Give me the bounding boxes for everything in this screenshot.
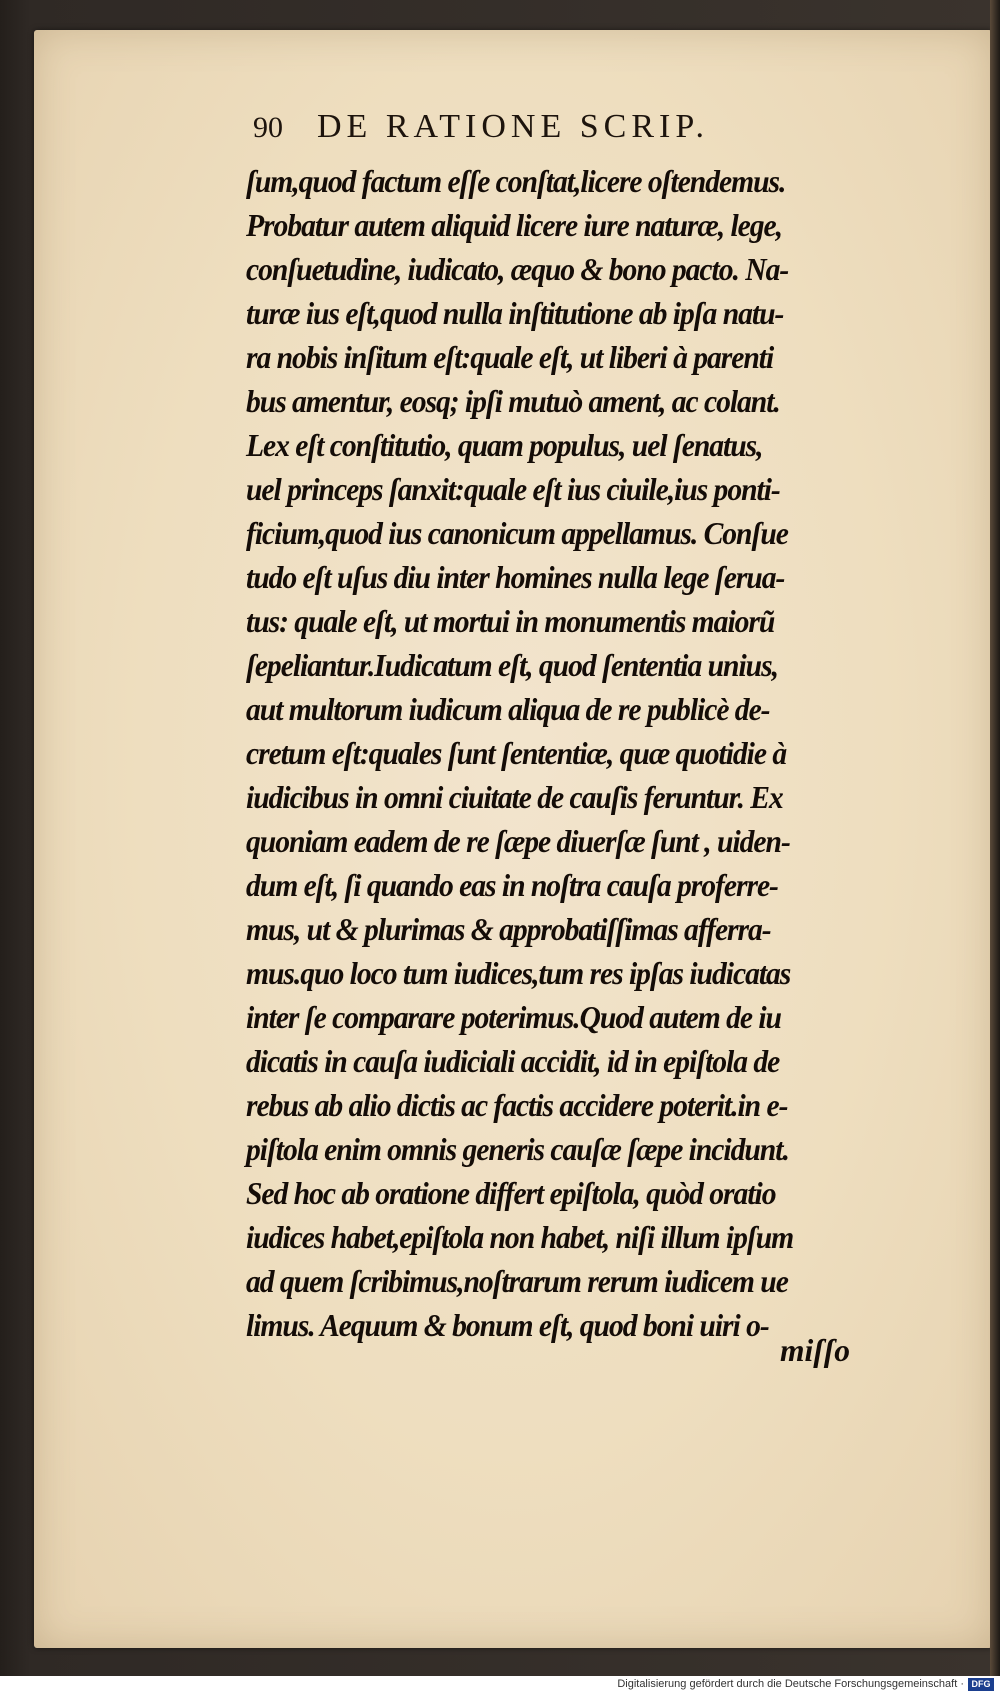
text-line: ad quem ſcribimus,noſtrarum rerum iudicem ue [246, 1264, 788, 1299]
text-line: Probatur autem aliquid licere iure naturæ, lege, [246, 208, 783, 243]
text-line: Sed hoc ab oratione differt epiſtola, quòd oratio [246, 1176, 776, 1211]
text-line: mus, ut & plurimas & approbatiſſimas afferra- [246, 912, 771, 947]
running-title: DE RATIONE SCRIP. [317, 108, 709, 145]
text-line: dicatis in cauſa iudiciali accidit, id in epiſtola de [246, 1044, 780, 1079]
text-line: ficium,quod ius canonicum appellamus. Conſue [246, 516, 788, 551]
text-line: cretum eſt:quales ſunt ſententiæ, quæ quotidie à [246, 736, 787, 771]
text-line: ſum,quod factum eſſe conſtat,licere oſtendemus. [246, 164, 786, 199]
page-number: 90 [253, 111, 283, 144]
text-line: mus.quo loco tum iudices,tum res ipſas iudicatas [246, 956, 791, 991]
text-line: ſepeliantur.Iudicatum eſt, quod ſententia unius, [246, 648, 778, 683]
text-line: uel princeps ſanxit:quale eſt ius ciuile,ius ponti- [246, 472, 780, 507]
text-line: aut multorum iudicum aliqua de re publicè de- [246, 692, 770, 727]
text-block [246, 160, 838, 1348]
text-line: quoniam eadem de re ſæpe diuerſæ ſunt , uiden- [246, 824, 790, 859]
binding-edge [990, 0, 1000, 1694]
text-line: conſuetudine, iudicato, æquo & bono pacto. Na- [246, 252, 789, 287]
text-line: inter ſe comparare poterimus.Quod autem de iu [246, 1000, 781, 1035]
text-line: iudicibus in omni ciuitate de cauſis feruntur. Ex [246, 780, 783, 815]
catchword: miſſo [780, 1333, 850, 1368]
dfg-logo-icon: DFG [968, 1678, 994, 1691]
text-line: ra nobis inſitum eſt:quale eſt, ut liberi à parenti [246, 340, 774, 375]
text-line: tus: quale eſt, ut mortui in monumentis maiorũ [246, 604, 775, 639]
text-line: rebus ab alio dictis ac factis accidere poterit.in e- [246, 1088, 788, 1123]
text-line: turæ ius eſt,quod nulla inſtitutione ab ipſa natu- [246, 296, 784, 331]
running-head [253, 108, 813, 152]
digitization-credit: Digitalisierung gefördert durch die Deutsche Forschungsgemeinschaft · [617, 1678, 964, 1690]
text-line: dum eſt, ſi quando eas in noſtra cauſa proferre- [246, 868, 778, 903]
text-line: limus. Aequum & bonum eſt, quod boni uiri o- [246, 1308, 769, 1343]
text-line: bus amentur, eosq; ipſi mutuò ament, ac colant. [246, 384, 780, 419]
text-line: Lex eſt conſtitutio, quam populus, uel ſenatus, [246, 428, 763, 463]
text-line: piſtola enim omnis generis cauſæ ſæpe incidunt. [246, 1132, 789, 1167]
text-line: tudo eſt uſus diu inter homines nulla lege ſerua- [246, 560, 785, 595]
text-line: iudices habet,epiſtola non habet, niſi illum ipſum [246, 1220, 794, 1255]
